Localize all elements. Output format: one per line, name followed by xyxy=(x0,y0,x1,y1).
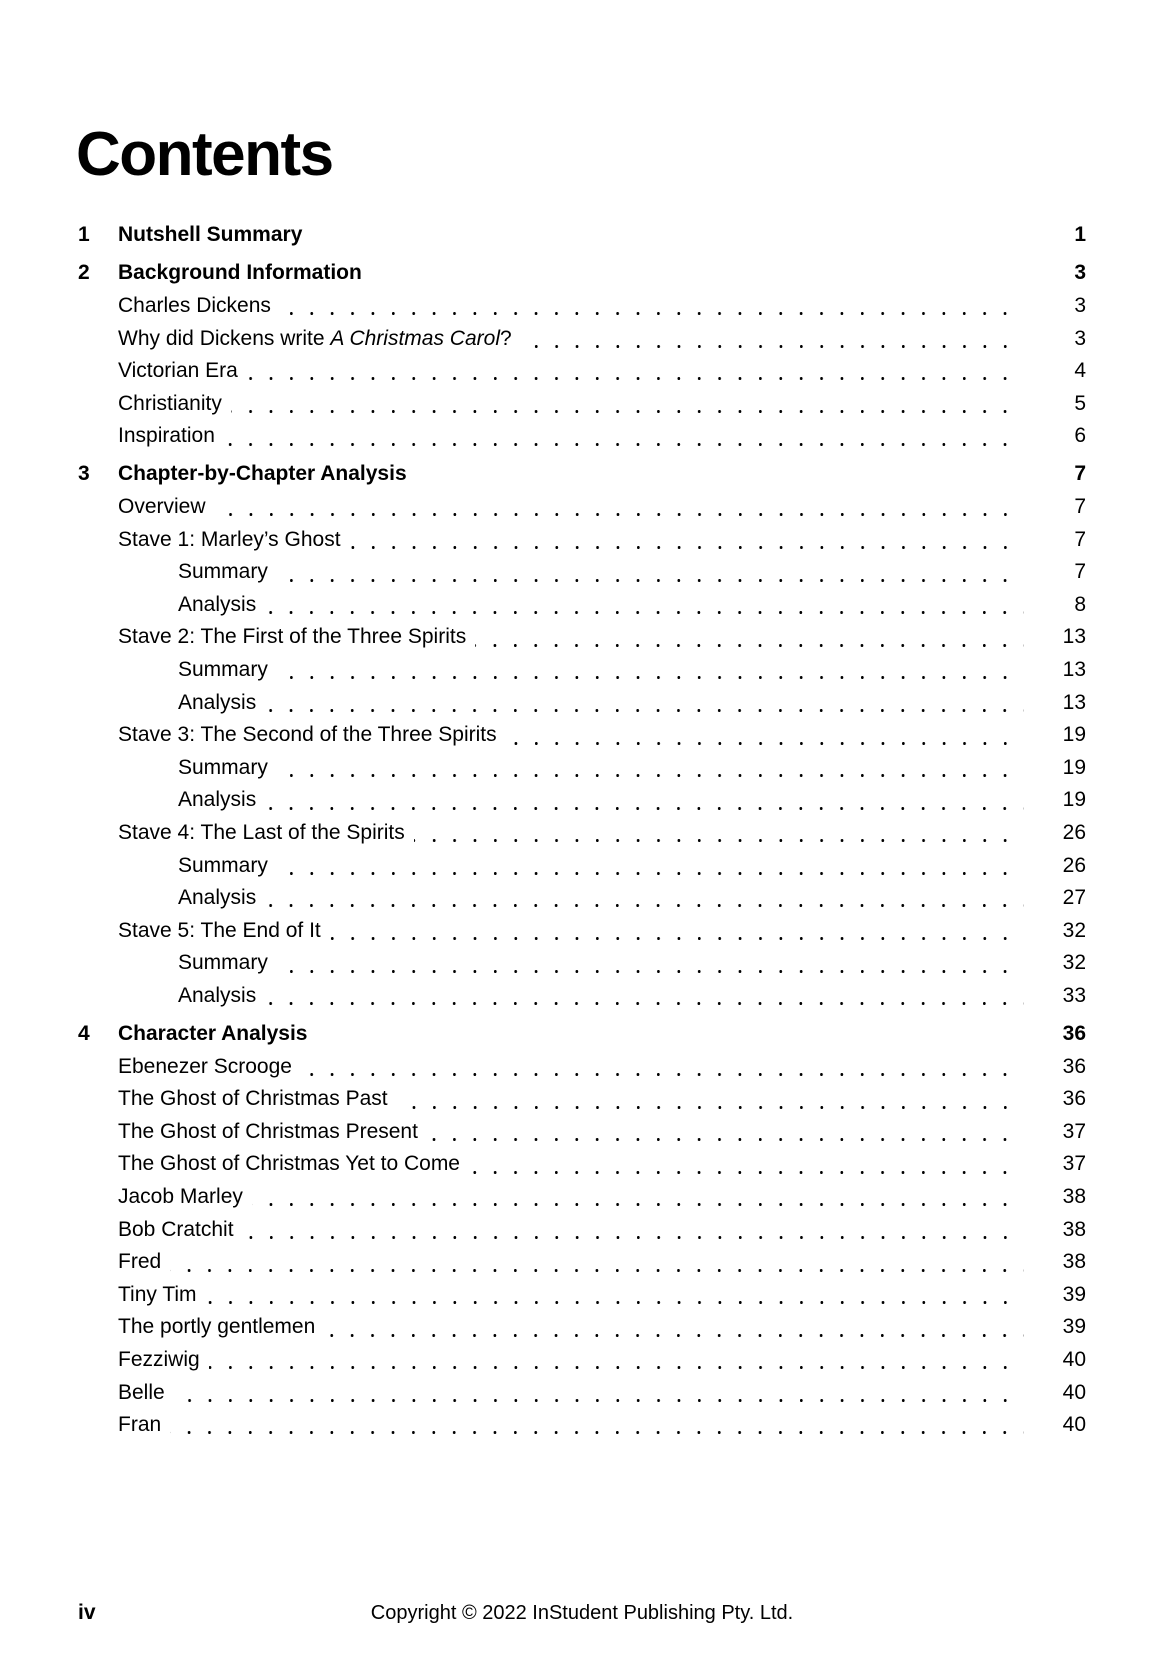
entry-title: Summary xyxy=(178,951,268,975)
entry-page-number: 38 xyxy=(1062,1250,1086,1274)
entry-page-number: 19 xyxy=(1062,788,1086,812)
entry-title: Jacob Marley xyxy=(118,1184,243,1208)
entry-title: Belle xyxy=(118,1380,165,1404)
entry-title: Bob Cratchit xyxy=(118,1217,234,1241)
toc-entry xyxy=(78,1050,1086,1083)
entry-title: Analysis xyxy=(178,788,257,812)
copyright-notice: Copyright © 2022 InStudent Publishing Pty. Ltd. xyxy=(370,1602,794,1624)
dot-leader xyxy=(469,1148,1024,1181)
dot-leader xyxy=(277,947,1024,980)
toc-entry xyxy=(78,1213,1086,1246)
dot-leader xyxy=(280,290,1024,323)
toc-entry xyxy=(78,219,1086,252)
entry-number: 1 xyxy=(78,223,90,247)
entry-page-number: 39 xyxy=(1062,1315,1086,1339)
entry-page-number: 7 xyxy=(1074,560,1086,584)
dot-leader xyxy=(277,849,1024,882)
dot-leader xyxy=(174,1376,1024,1409)
toc-entry xyxy=(78,686,1086,719)
entry-title: Fran xyxy=(118,1413,162,1437)
toc-entry xyxy=(78,1344,1086,1377)
entry-title: Summary xyxy=(178,853,268,877)
entry-title: Why did Dickens write A Christmas Carol? xyxy=(118,326,512,350)
toc-entry xyxy=(78,1311,1086,1344)
entry-title: Summary xyxy=(178,755,268,779)
dot-leader xyxy=(224,420,1024,453)
toc-entry xyxy=(78,1148,1086,1181)
entry-number: 4 xyxy=(78,1021,90,1045)
dot-leader xyxy=(350,523,1024,556)
entry-number: 2 xyxy=(78,261,90,285)
dot-leader xyxy=(521,322,1024,355)
toc-entry xyxy=(78,817,1086,850)
entry-page-number: 5 xyxy=(1074,391,1086,415)
entry-title: Summary xyxy=(178,657,268,681)
dot-leader xyxy=(277,654,1024,687)
entry-title: Stave 4: The Last of the Spirits xyxy=(118,820,405,844)
dot-leader xyxy=(170,1409,1024,1442)
entry-number: 3 xyxy=(78,462,90,486)
entry-title: Overview xyxy=(118,494,206,518)
toc-entry xyxy=(78,1279,1086,1312)
entry-page-number: 19 xyxy=(1062,723,1086,747)
toc-entry xyxy=(78,849,1086,882)
dot-leader xyxy=(231,387,1024,420)
dot-leader xyxy=(252,1181,1024,1214)
entry-page-number: 27 xyxy=(1062,886,1086,910)
dot-leader xyxy=(247,355,1024,388)
entry-title: Analysis xyxy=(178,983,257,1007)
page-footer xyxy=(78,1601,1086,1629)
entry-page-number: 38 xyxy=(1062,1184,1086,1208)
dot-leader xyxy=(277,556,1024,589)
dot-leader xyxy=(316,1018,1024,1051)
toc-entry xyxy=(78,719,1086,752)
entry-title: Analysis xyxy=(178,592,257,616)
entry-page-number: 6 xyxy=(1074,424,1086,448)
entry-page-number: 7 xyxy=(1074,494,1086,518)
dot-leader xyxy=(206,1279,1024,1312)
entry-title: Inspiration xyxy=(118,424,215,448)
toc-entry xyxy=(78,1376,1086,1409)
dot-leader xyxy=(324,1311,1024,1344)
toc-entry xyxy=(78,387,1086,420)
toc-entry xyxy=(78,980,1086,1013)
toc-entry xyxy=(78,1018,1086,1051)
toc-entry xyxy=(78,458,1086,491)
entry-title: Ebenezer Scrooge xyxy=(118,1054,292,1078)
toc-entry xyxy=(78,914,1086,947)
dot-leader xyxy=(414,817,1024,850)
toc-entry xyxy=(78,491,1086,524)
entry-title: The portly gentlemen xyxy=(118,1315,316,1339)
entry-page-number: 40 xyxy=(1062,1347,1086,1371)
dot-leader xyxy=(215,491,1024,524)
toc-entry xyxy=(78,290,1086,323)
entry-page-number: 37 xyxy=(1062,1152,1086,1176)
toc-entry xyxy=(78,1116,1086,1149)
toc-entry xyxy=(78,752,1086,785)
toc-list xyxy=(78,219,1086,1441)
toc-entry xyxy=(78,589,1086,622)
dot-leader xyxy=(311,219,1024,252)
entry-title: Stave 1: Marley’s Ghost xyxy=(118,527,341,551)
entry-title: Stave 3: The Second of the Three Spirits xyxy=(118,723,497,747)
toc-entry xyxy=(78,257,1086,290)
toc-entry xyxy=(78,420,1086,453)
toc-entry xyxy=(78,947,1086,980)
entry-page-number: 40 xyxy=(1062,1380,1086,1404)
entry-title: Stave 2: The First of the Three Spirits xyxy=(118,625,467,649)
entry-title: Christianity xyxy=(118,391,222,415)
dot-leader xyxy=(301,1050,1024,1083)
toc-entry xyxy=(78,654,1086,687)
entry-page-number: 3 xyxy=(1074,326,1086,350)
entry-page-number: 26 xyxy=(1062,853,1086,877)
entry-title: Nutshell Summary xyxy=(118,223,303,247)
entry-page-number: 33 xyxy=(1062,983,1086,1007)
entry-page-number: 1 xyxy=(1074,223,1086,247)
entry-title: Victorian Era xyxy=(118,359,238,383)
dot-leader xyxy=(265,686,1024,719)
entry-page-number: 36 xyxy=(1062,1054,1086,1078)
toc-entry xyxy=(78,523,1086,556)
toc-entry xyxy=(78,322,1086,355)
dot-leader xyxy=(265,980,1024,1013)
dot-leader xyxy=(209,1344,1024,1377)
toc-entry xyxy=(78,355,1086,388)
entry-title: Character Analysis xyxy=(118,1021,308,1045)
entry-page-number: 13 xyxy=(1062,625,1086,649)
dot-leader xyxy=(243,1213,1024,1246)
dot-leader xyxy=(265,589,1024,622)
toc-entry xyxy=(78,1409,1086,1442)
entry-title: Analysis xyxy=(178,690,257,714)
entry-title: The Ghost of Christmas Present xyxy=(118,1119,418,1143)
dot-leader xyxy=(277,752,1024,785)
dot-leader xyxy=(397,1083,1024,1116)
entry-page-number: 32 xyxy=(1062,918,1086,942)
entry-title: Tiny Tim xyxy=(118,1282,197,1306)
entry-title: Chapter-by-Chapter Analysis xyxy=(118,462,407,486)
entry-page-number: 8 xyxy=(1074,592,1086,616)
dot-leader xyxy=(427,1116,1024,1149)
toc-entry xyxy=(78,1083,1086,1116)
entry-title: Stave 5: The End of It xyxy=(118,918,321,942)
folio-page-number: iv xyxy=(78,1601,96,1624)
entry-page-number: 38 xyxy=(1062,1217,1086,1241)
entry-page-number: 36 xyxy=(1062,1021,1086,1045)
toc-entry xyxy=(78,1246,1086,1279)
entry-title: Summary xyxy=(178,560,268,584)
entry-page-number: 37 xyxy=(1062,1119,1086,1143)
page-title: Contents xyxy=(76,120,333,189)
dot-leader xyxy=(170,1246,1024,1279)
dot-leader xyxy=(371,257,1024,290)
entry-page-number: 39 xyxy=(1062,1282,1086,1306)
entry-title: The Ghost of Christmas Past xyxy=(118,1087,388,1111)
toc-entry xyxy=(78,882,1086,915)
entry-page-number: 7 xyxy=(1074,527,1086,551)
entry-page-number: 26 xyxy=(1062,820,1086,844)
entry-page-number: 3 xyxy=(1074,261,1086,285)
entry-page-number: 13 xyxy=(1062,690,1086,714)
entry-page-number: 7 xyxy=(1074,462,1086,486)
entry-page-number: 13 xyxy=(1062,657,1086,681)
entry-page-number: 32 xyxy=(1062,951,1086,975)
entry-page-number: 40 xyxy=(1062,1413,1086,1437)
entry-title: Background Information xyxy=(118,261,362,285)
entry-page-number: 36 xyxy=(1062,1087,1086,1111)
entry-title: Analysis xyxy=(178,886,257,910)
entry-page-number: 3 xyxy=(1074,293,1086,317)
entry-page-number: 4 xyxy=(1074,359,1086,383)
dot-leader xyxy=(265,784,1024,817)
dot-leader xyxy=(330,914,1024,947)
entry-title: Charles Dickens xyxy=(118,293,271,317)
entry-title: Fred xyxy=(118,1250,162,1274)
toc-entry xyxy=(78,1181,1086,1214)
dot-leader xyxy=(506,719,1024,752)
dot-leader xyxy=(265,882,1024,915)
entry-title: Fezziwig xyxy=(118,1347,200,1371)
entry-page-number: 19 xyxy=(1062,755,1086,779)
toc-entry xyxy=(78,556,1086,589)
dot-leader xyxy=(475,621,1024,654)
toc-entry xyxy=(78,621,1086,654)
entry-title: The Ghost of Christmas Yet to Come xyxy=(118,1152,460,1176)
dot-leader xyxy=(416,458,1024,491)
toc-entry xyxy=(78,784,1086,817)
